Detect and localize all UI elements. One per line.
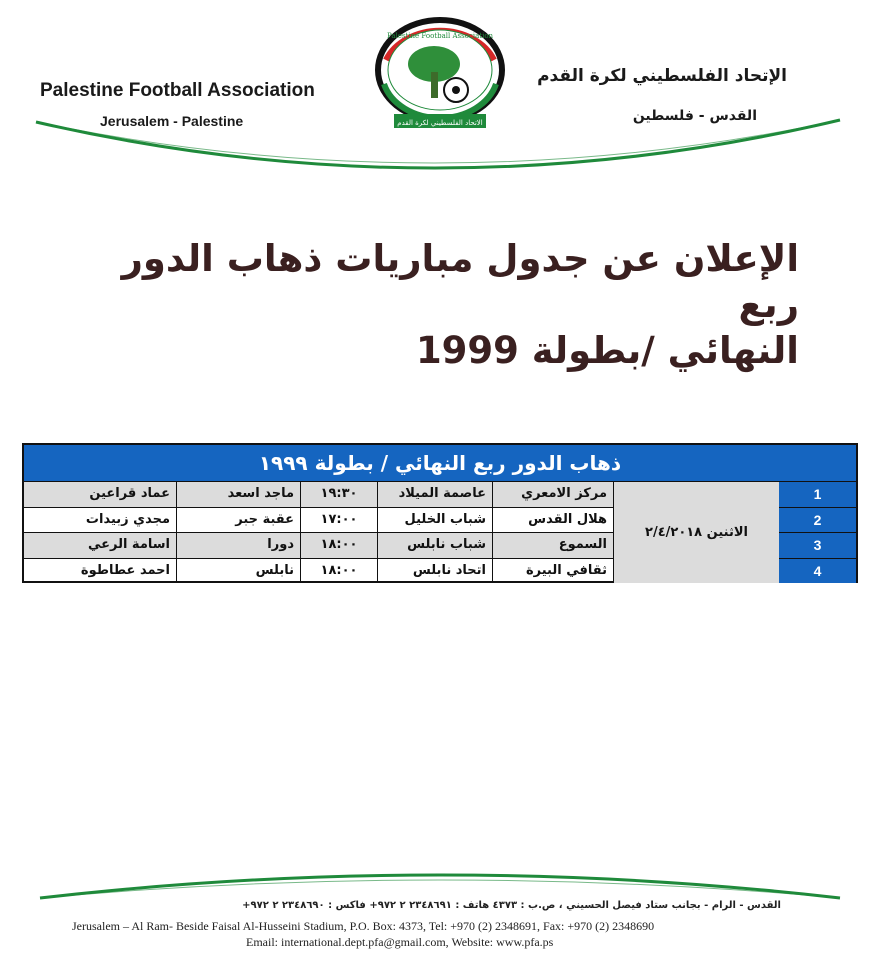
announcement-title-line2: النهائي /بطولة 1999: [415, 329, 799, 372]
table-heading: ذهاب الدور ربع النهائي / بطولة ١٩٩٩: [24, 445, 856, 482]
venue: نابلس: [176, 559, 300, 584]
home-team: السموع: [492, 533, 613, 559]
logo-ring-text: Palestine Football Association: [386, 32, 494, 40]
referee: عماد قراعين: [24, 482, 176, 508]
match-number: 4: [779, 559, 856, 584]
match-time: ١٨:٠٠: [300, 559, 377, 584]
logo-bottom-text: الاتحاد الفلسطيني لكرة القدم: [397, 119, 483, 127]
away-team: شباب الخليل: [377, 508, 492, 534]
pfa-logo: [372, 14, 508, 138]
referee: احمد عطاطوة: [80, 562, 170, 578]
association-location-en: Jerusalem - Palestine: [100, 113, 244, 129]
match-number: 2: [779, 508, 856, 534]
match-time: ١٨:٠٠: [300, 533, 377, 559]
venue: ماجد اسعد: [176, 482, 300, 508]
table-row: [24, 508, 856, 534]
announcement-title: [59, 236, 799, 374]
home-team: هلال القدس: [492, 508, 613, 534]
away-team: شباب نابلس: [377, 533, 492, 559]
match-number: 1: [779, 482, 856, 508]
home-team: مركز الامعري: [492, 482, 613, 508]
venue: عقبة جبر: [176, 508, 300, 534]
association-name-en: Palestine Football Association: [40, 80, 315, 101]
home-team: ثقافي البيرة: [492, 559, 613, 584]
referee: مجدي زبيدات: [24, 508, 176, 534]
footer-address-en: Jerusalem – Al Ram- Beside Faisal Al-Husseini Stadium, P.O. Box: 4373, Tel: +970 (2) 2348691, Fax: +970 (2) 2348690: [72, 919, 655, 933]
venue: دورا: [176, 533, 300, 559]
announcement-title-line1: الإعلان عن جدول مباريات ذهاب الدور ربع: [121, 237, 799, 326]
match-schedule-table: [22, 443, 858, 583]
footer-address-ar: القدس - الرام - بجانب ستاد فيصل الحسيني ، ص.ب : ٤٣٧٣ هاتف : ٢٣٤٨٦٩١ ٢ ٩٧٢+ فاكس : ٢٣٤٨٦٩٠ ٢ ٩٧٢+: [242, 900, 781, 911]
association-location-ar: القدس - فلسطين: [632, 108, 757, 124]
match-number: 3: [779, 533, 856, 559]
table-row: [24, 482, 856, 508]
association-name-ar: الإتحاد الفلسطيني لكرة القدم: [537, 66, 787, 86]
footer-contact: Email: international.dept.pfa@gmail.com, Website: www.pfa.ps: [246, 935, 554, 949]
away-team: اتحاد نابلس: [377, 559, 492, 584]
table-row: [24, 559, 856, 584]
table-row: [24, 533, 856, 559]
referee: اسامة الرعي: [24, 533, 176, 559]
away-team: عاصمة الميلاد: [377, 482, 492, 508]
match-date: الاثنين ٢/٤/٢٠١٨: [613, 482, 779, 583]
match-time: ١٧:٠٠: [300, 508, 377, 534]
match-time: ١٩:٣٠: [300, 482, 377, 508]
